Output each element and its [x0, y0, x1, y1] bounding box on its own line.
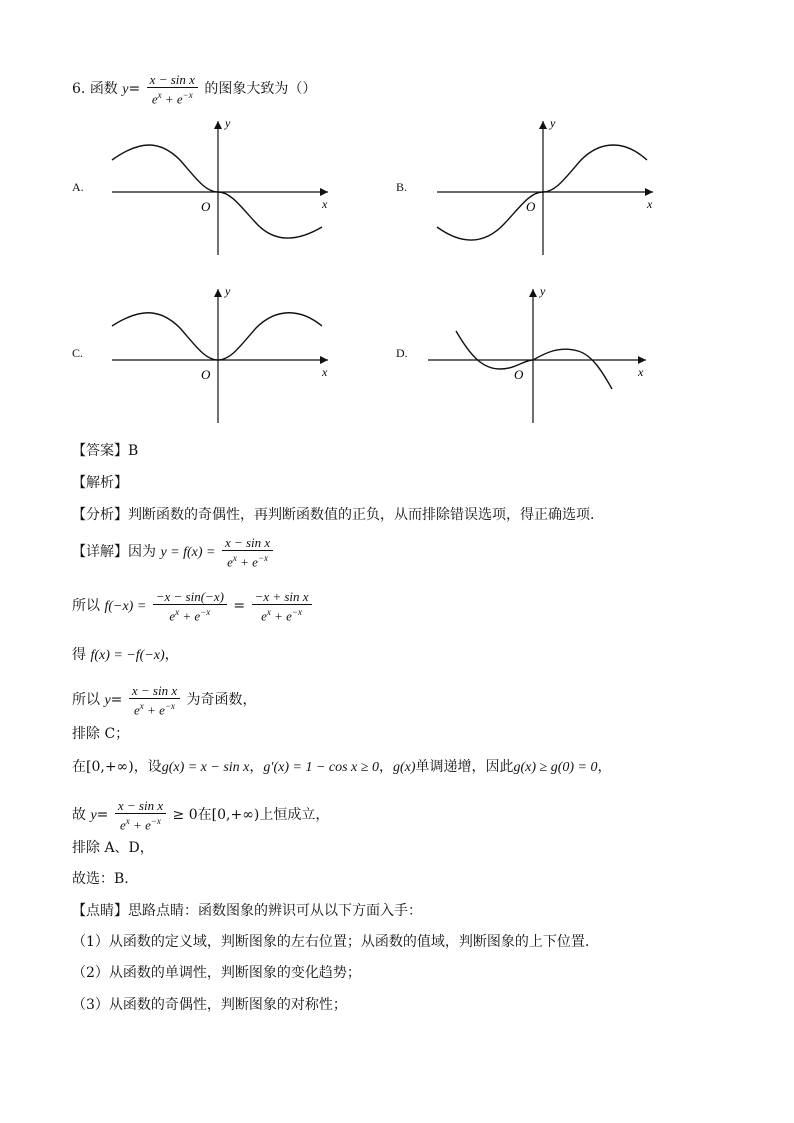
option-a-graph [100, 115, 340, 260]
svg-text:y: y [225, 284, 231, 298]
svg-text:x: x [638, 365, 644, 379]
answer-value: B [128, 443, 139, 459]
dianjing-line: 【点睛】思路点睛：函数图象的辨识可从以下方面入手： [72, 903, 422, 919]
question-suffix: 的图象大致为（） [204, 81, 317, 98]
svg-text:x: x [322, 197, 328, 211]
question-number: 6. [72, 81, 86, 98]
question-fraction: $\frac{\text{x − sin x}}{e^x + e^{-x}}$ [147, 72, 198, 106]
option-b-graph [425, 115, 665, 260]
svg-text:y: y [550, 116, 556, 130]
option-c-label: C. [72, 346, 84, 360]
svg-text:y: y [225, 116, 231, 130]
option-d-graph [420, 283, 660, 428]
option-a-label: A. [72, 180, 84, 194]
analysis-tag: 【解析】 [72, 475, 128, 491]
detail-line-6: 在[0,+∞)，设g(x) = x − sin x，g′(x) = 1 − cos x ≥ 0，g(x)单调递增，因此g(x) ≥ g(0) = 0， [72, 759, 612, 775]
question-prefix: 函数 [89, 81, 118, 98]
option-c-graph [100, 283, 340, 428]
detail-line-8: 排除 A、D， [72, 840, 154, 856]
dianjing-point-2: （2）从函数的单调性，判断图象的变化趋势； [72, 965, 361, 981]
answer-line [72, 441, 138, 461]
detail-line-3: 得 f(x) = −f(−x)， [72, 647, 179, 663]
dianjing-point-3: （3）从函数的奇偶性，判断图象的对称性； [72, 997, 347, 1013]
svg-text:O: O [526, 199, 536, 214]
question-denominator: $e^x + e^{-x}$ [151, 90, 193, 107]
svg-text:O: O [201, 367, 211, 382]
svg-text:O: O [514, 367, 524, 382]
answer-tag: 【答案】 [72, 443, 128, 459]
detail-line-4: 所以 y= $\frac{\text{x − sin x}}{e^x + e^{-x}}$ 为奇函数， [72, 683, 257, 718]
question-line: 6. 函数 y= $\frac{\text{x − sin x}}{e^x + e^{-x}}$ 的图象大致为（） [72, 72, 317, 107]
svg-text:x: x [647, 197, 653, 211]
detail-line-9: 故选：B. [72, 871, 129, 887]
detail-line-2: 所以 f(−x) = $\frac{-x - \sin(-x)}{e^x + e^{-x}}$ = $\frac{\text{−x + sin x}}{e^x + e^{-x}}$ [72, 589, 314, 623]
option-d-label: D. [396, 346, 408, 360]
detail-line-5: 排除 C； [72, 726, 130, 742]
option-b-label: B. [396, 180, 408, 194]
fenxi-line: 【分析】判断函数的奇偶性，再判断函数值的正负，从而排除错误选项，得正确选项. [72, 507, 595, 523]
svg-text:O: O [201, 199, 211, 214]
dianjing-point-1: （1）从函数的定义域，判断图象的左右位置；从函数的值域，判断图象的上下位置. [72, 934, 590, 950]
svg-text:x: x [322, 365, 328, 379]
detail-line-7: 故 y= $\frac{\text{x − sin x}}{e^x + e^{-x}}$ ≥ 0在[0,+∞)上恒成立， [72, 798, 330, 833]
svg-text:y: y [540, 284, 546, 298]
detail-line-1: 【详解】因为 y = f(x) = $\frac{\text{x − sin x}}{e^x + e^{-x}}$ [72, 535, 275, 569]
